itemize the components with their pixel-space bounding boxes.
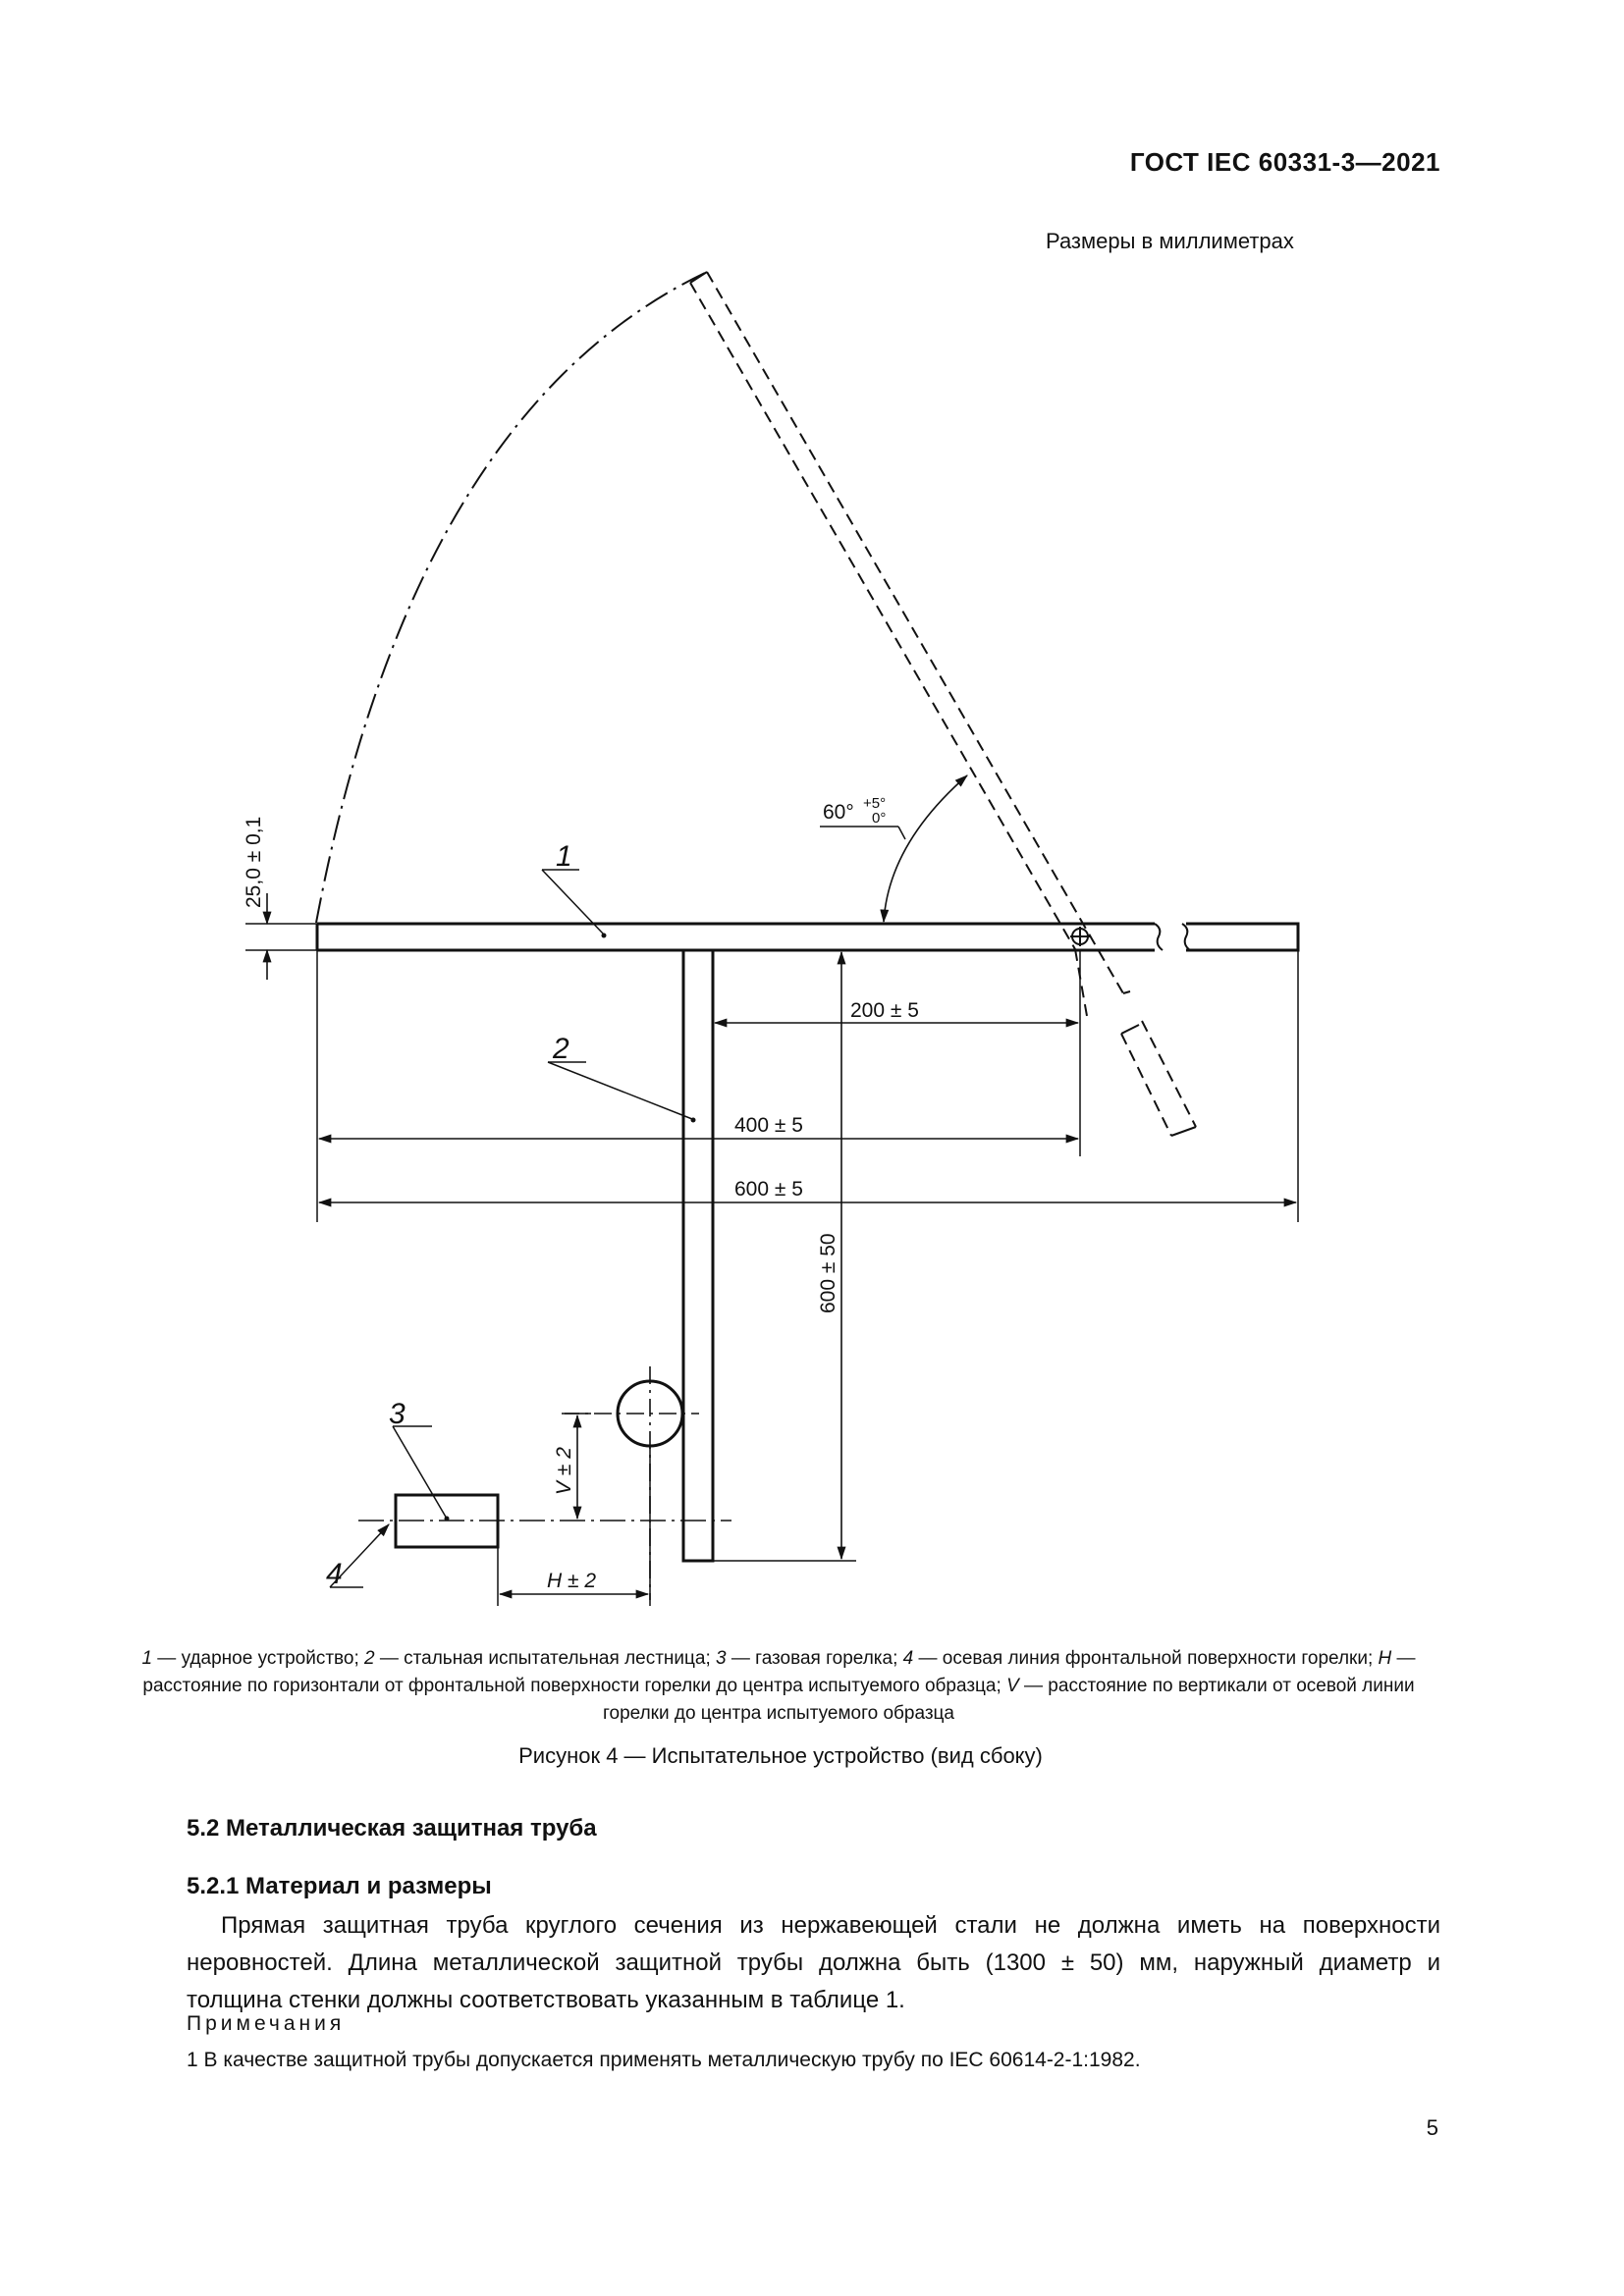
section-heading: 5.2 Металлическая защитная труба bbox=[187, 1815, 597, 1842]
body-paragraph bbox=[187, 1907, 1440, 2019]
swing-arc bbox=[316, 272, 707, 923]
subsection-heading: 5.2.1 Материал и размеры bbox=[187, 1873, 492, 1899]
angle-lower-label: 0° bbox=[872, 810, 887, 827]
dim-200-label: 200 ± 5 bbox=[850, 999, 919, 1022]
inclined-ladder-end bbox=[1121, 1021, 1196, 1136]
dim-h-label: H ± 2 bbox=[547, 1570, 597, 1592]
callout-3: 3 bbox=[389, 1398, 406, 1430]
paragraph-line: неровностей. Длина металлической защитной трубы должна быть (1300 ± 50) мм, наружный диаметр и bbox=[187, 1949, 1440, 1976]
figure-legend: 1 — ударное устройство; 2 — стальная испытательная лестница; 3 — газовая горелка; 4 — осевая линия фронтальной поверхности горелки; H — расстояние по горизонтали от фронтальной поверхности горелки до центра испытуемого образца; V — расстояние по вертикали от осевой линии горелки до центра испытуемого образца bbox=[141, 1648, 1416, 1724]
dim-400-label: 400 ± 5 bbox=[734, 1114, 803, 1137]
notes-title: Примечания bbox=[187, 2012, 346, 2035]
callout-1: 1 bbox=[556, 840, 572, 873]
note-item: 1 В качестве защитной трубы допускается применять металлическую трубу по IEC 60614-2-1:1982. bbox=[187, 2049, 1141, 2071]
paragraph-line: толщина стенки должны соответствовать указанным в таблице 1. bbox=[187, 1987, 905, 2013]
dim-600-50-label: 600 ± 50 bbox=[817, 1233, 839, 1313]
steel-ladder bbox=[683, 950, 713, 1561]
pivot-icon bbox=[1070, 927, 1090, 946]
units-note: Размеры в миллиметрах bbox=[1046, 229, 1294, 253]
page-number: 5 bbox=[1426, 2115, 1438, 2140]
angle-upper-label: +5° bbox=[863, 795, 887, 812]
impact-bar bbox=[317, 924, 1298, 950]
angle-base-label: 60° bbox=[823, 801, 854, 824]
callout-2: 2 bbox=[553, 1033, 569, 1065]
dim-25-label: 25,0 ± 0,1 bbox=[243, 816, 265, 908]
dim-600-label: 600 ± 5 bbox=[734, 1178, 803, 1201]
angle-arc bbox=[884, 775, 967, 922]
figure-caption: Рисунок 4 — Испытательное устройство (вид сбоку) bbox=[518, 1743, 1043, 1768]
paragraph-line: Прямая защитная труба круглого сечения из нержавеющей стали не должна иметь на поверхности bbox=[221, 1912, 1440, 1939]
inclined-ladder bbox=[690, 272, 1130, 1016]
document-code: ГОСТ IEC 60331-3—2021 bbox=[1129, 147, 1440, 177]
dim-v-label: V ± 2 bbox=[553, 1447, 575, 1495]
callout-4: 4 bbox=[326, 1558, 343, 1590]
